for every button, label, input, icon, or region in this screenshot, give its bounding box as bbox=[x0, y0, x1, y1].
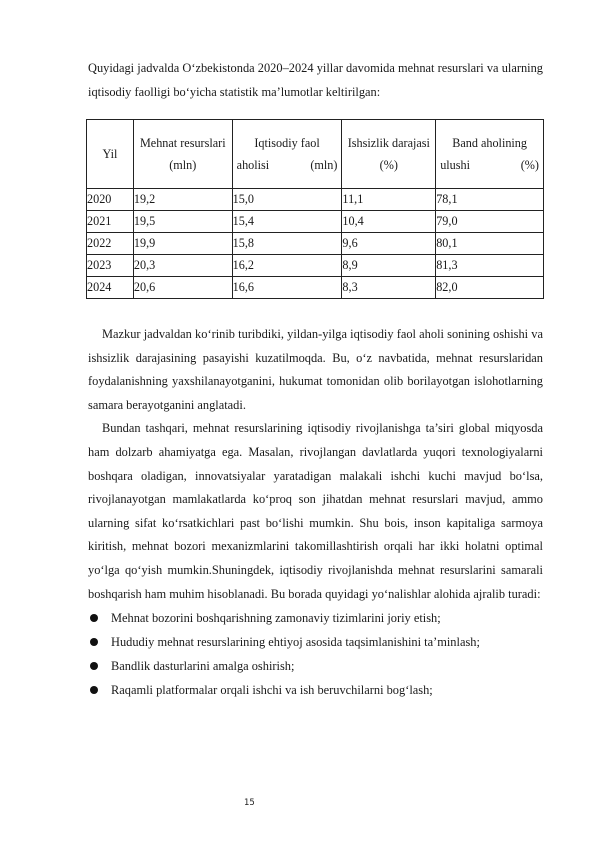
header-year: Yil bbox=[87, 120, 134, 189]
cell-year: 2020 bbox=[87, 189, 134, 211]
cell-year: 2023 bbox=[87, 255, 134, 277]
cell-employed-share: 80,1 bbox=[436, 233, 544, 255]
list-item-text: Hududiy mehnat resurslarining ehtiyoj asosida taqsimlanishini ta’minlash; bbox=[111, 635, 480, 650]
cell-economically-active: 15,4 bbox=[232, 211, 342, 233]
paragraph-table-analysis: Mazkur jadvaldan ko‘rinib turibdiki, yildan-yilga iqtisodiy faol aholi sonining oshishi va ishsizlik darajasining pasayishi kuzatilmoqda. Bu, o‘z navbatida, mehnat resurslaridan foydalanishning yaxshilanayotganini, hukumat tomonidan olib borilayotgan islohotlarning samara berayotganini anglatadi. bbox=[88, 327, 543, 412]
list-item-text: Raqamli platformalar orqali ishchi va ish beruvchilarni bog‘lash; bbox=[111, 683, 433, 698]
header-unemployment-rate: Ishsizlik darajasi (%) bbox=[342, 120, 436, 189]
list-item bbox=[88, 654, 543, 678]
table-row bbox=[87, 189, 544, 211]
list-item bbox=[88, 678, 543, 702]
cell-labor-resources: 20,6 bbox=[133, 277, 232, 299]
bullet-dot-icon bbox=[90, 638, 98, 646]
directions-list bbox=[88, 606, 543, 702]
bullet-dot-icon bbox=[90, 686, 98, 694]
paragraph-global-impact: Bundan tashqari, mehnat resurslarining iqtisodiy rivojlanishga ta’siri global miqyosda ham dolzarb ahamiyatga ega. Masalan, rivojlangan davlatlarda yuqori texnologiyalarni boshqara oladigan, innovatsiyalar yaratadigan malakali ishchi kuchi mavjud bo‘lsa, rivojlanayotgan mamlakatlarda ko‘proq son jihatdan mehnat resurslari mavjud, ammo ularning sifat ko‘rsatkichlari past bo‘lishi mumkin. Shu bois, inson kapitaliga sarmoya kiritish, mehnat bozori mexanizmlarini takomillashtirish orqali har ikki holatni optimal yo‘lga qo‘yish mumkin.Shuningdek, iqtisodiy rivojlanishda mehnat resurslarini samarali boshqarish ham muhim hisoblanadi. Bu borada quyidagi yo‘nalishlar alohida ajralib turadi: bbox=[88, 421, 543, 601]
cell-economically-active: 16,2 bbox=[232, 255, 342, 277]
list-item-text: Mehnat bozorini boshqarishning zamonaviy tizimlarini joriy etish; bbox=[111, 611, 441, 626]
cell-year: 2024 bbox=[87, 277, 134, 299]
cell-year: 2022 bbox=[87, 233, 134, 255]
cell-labor-resources: 19,9 bbox=[133, 233, 232, 255]
table-row bbox=[87, 255, 544, 277]
cell-economically-active: 16,6 bbox=[232, 277, 342, 299]
cell-unemployment-rate: 8,9 bbox=[342, 255, 436, 277]
list-item-text: Bandlik dasturlarini amalga oshirish; bbox=[111, 659, 295, 674]
cell-labor-resources: 20,3 bbox=[133, 255, 232, 277]
header-labor-resources: Mehnat resurslari (mln) bbox=[133, 120, 232, 189]
bullet-dot-icon bbox=[90, 614, 98, 622]
cell-labor-resources: 19,2 bbox=[133, 189, 232, 211]
header-employed-share: Band aholining ulushi (%) bbox=[436, 120, 544, 189]
intro-paragraph: Quyidagi jadvalda O‘zbekistonda 2020–2024 yillar davomida mehnat resurslari va ularning iqtisodiy faolligi bo‘yicha statistik ma’lumotlar keltirilgan: bbox=[88, 61, 543, 99]
cell-unemployment-rate: 9,6 bbox=[342, 233, 436, 255]
page-number: 15 bbox=[244, 798, 255, 808]
cell-employed-share: 79,0 bbox=[436, 211, 544, 233]
cell-labor-resources: 19,5 bbox=[133, 211, 232, 233]
table-row bbox=[87, 277, 544, 299]
table-row bbox=[87, 233, 544, 255]
cell-economically-active: 15,0 bbox=[232, 189, 342, 211]
header-economically-active: Iqtisodiy faol aholisi (mln) bbox=[232, 120, 342, 189]
labor-statistics-table bbox=[86, 119, 544, 299]
cell-employed-share: 82,0 bbox=[436, 277, 544, 299]
cell-unemployment-rate: 8,3 bbox=[342, 277, 436, 299]
cell-unemployment-rate: 11,1 bbox=[342, 189, 436, 211]
cell-year: 2021 bbox=[87, 211, 134, 233]
cell-employed-share: 81,3 bbox=[436, 255, 544, 277]
list-item bbox=[88, 630, 543, 654]
body-text bbox=[88, 323, 543, 702]
bullet-dot-icon bbox=[90, 662, 98, 670]
list-item bbox=[88, 606, 543, 630]
cell-unemployment-rate: 10,4 bbox=[342, 211, 436, 233]
cell-employed-share: 78,1 bbox=[436, 189, 544, 211]
cell-economically-active: 15,8 bbox=[232, 233, 342, 255]
table-header-row bbox=[87, 120, 544, 189]
table-row bbox=[87, 211, 544, 233]
